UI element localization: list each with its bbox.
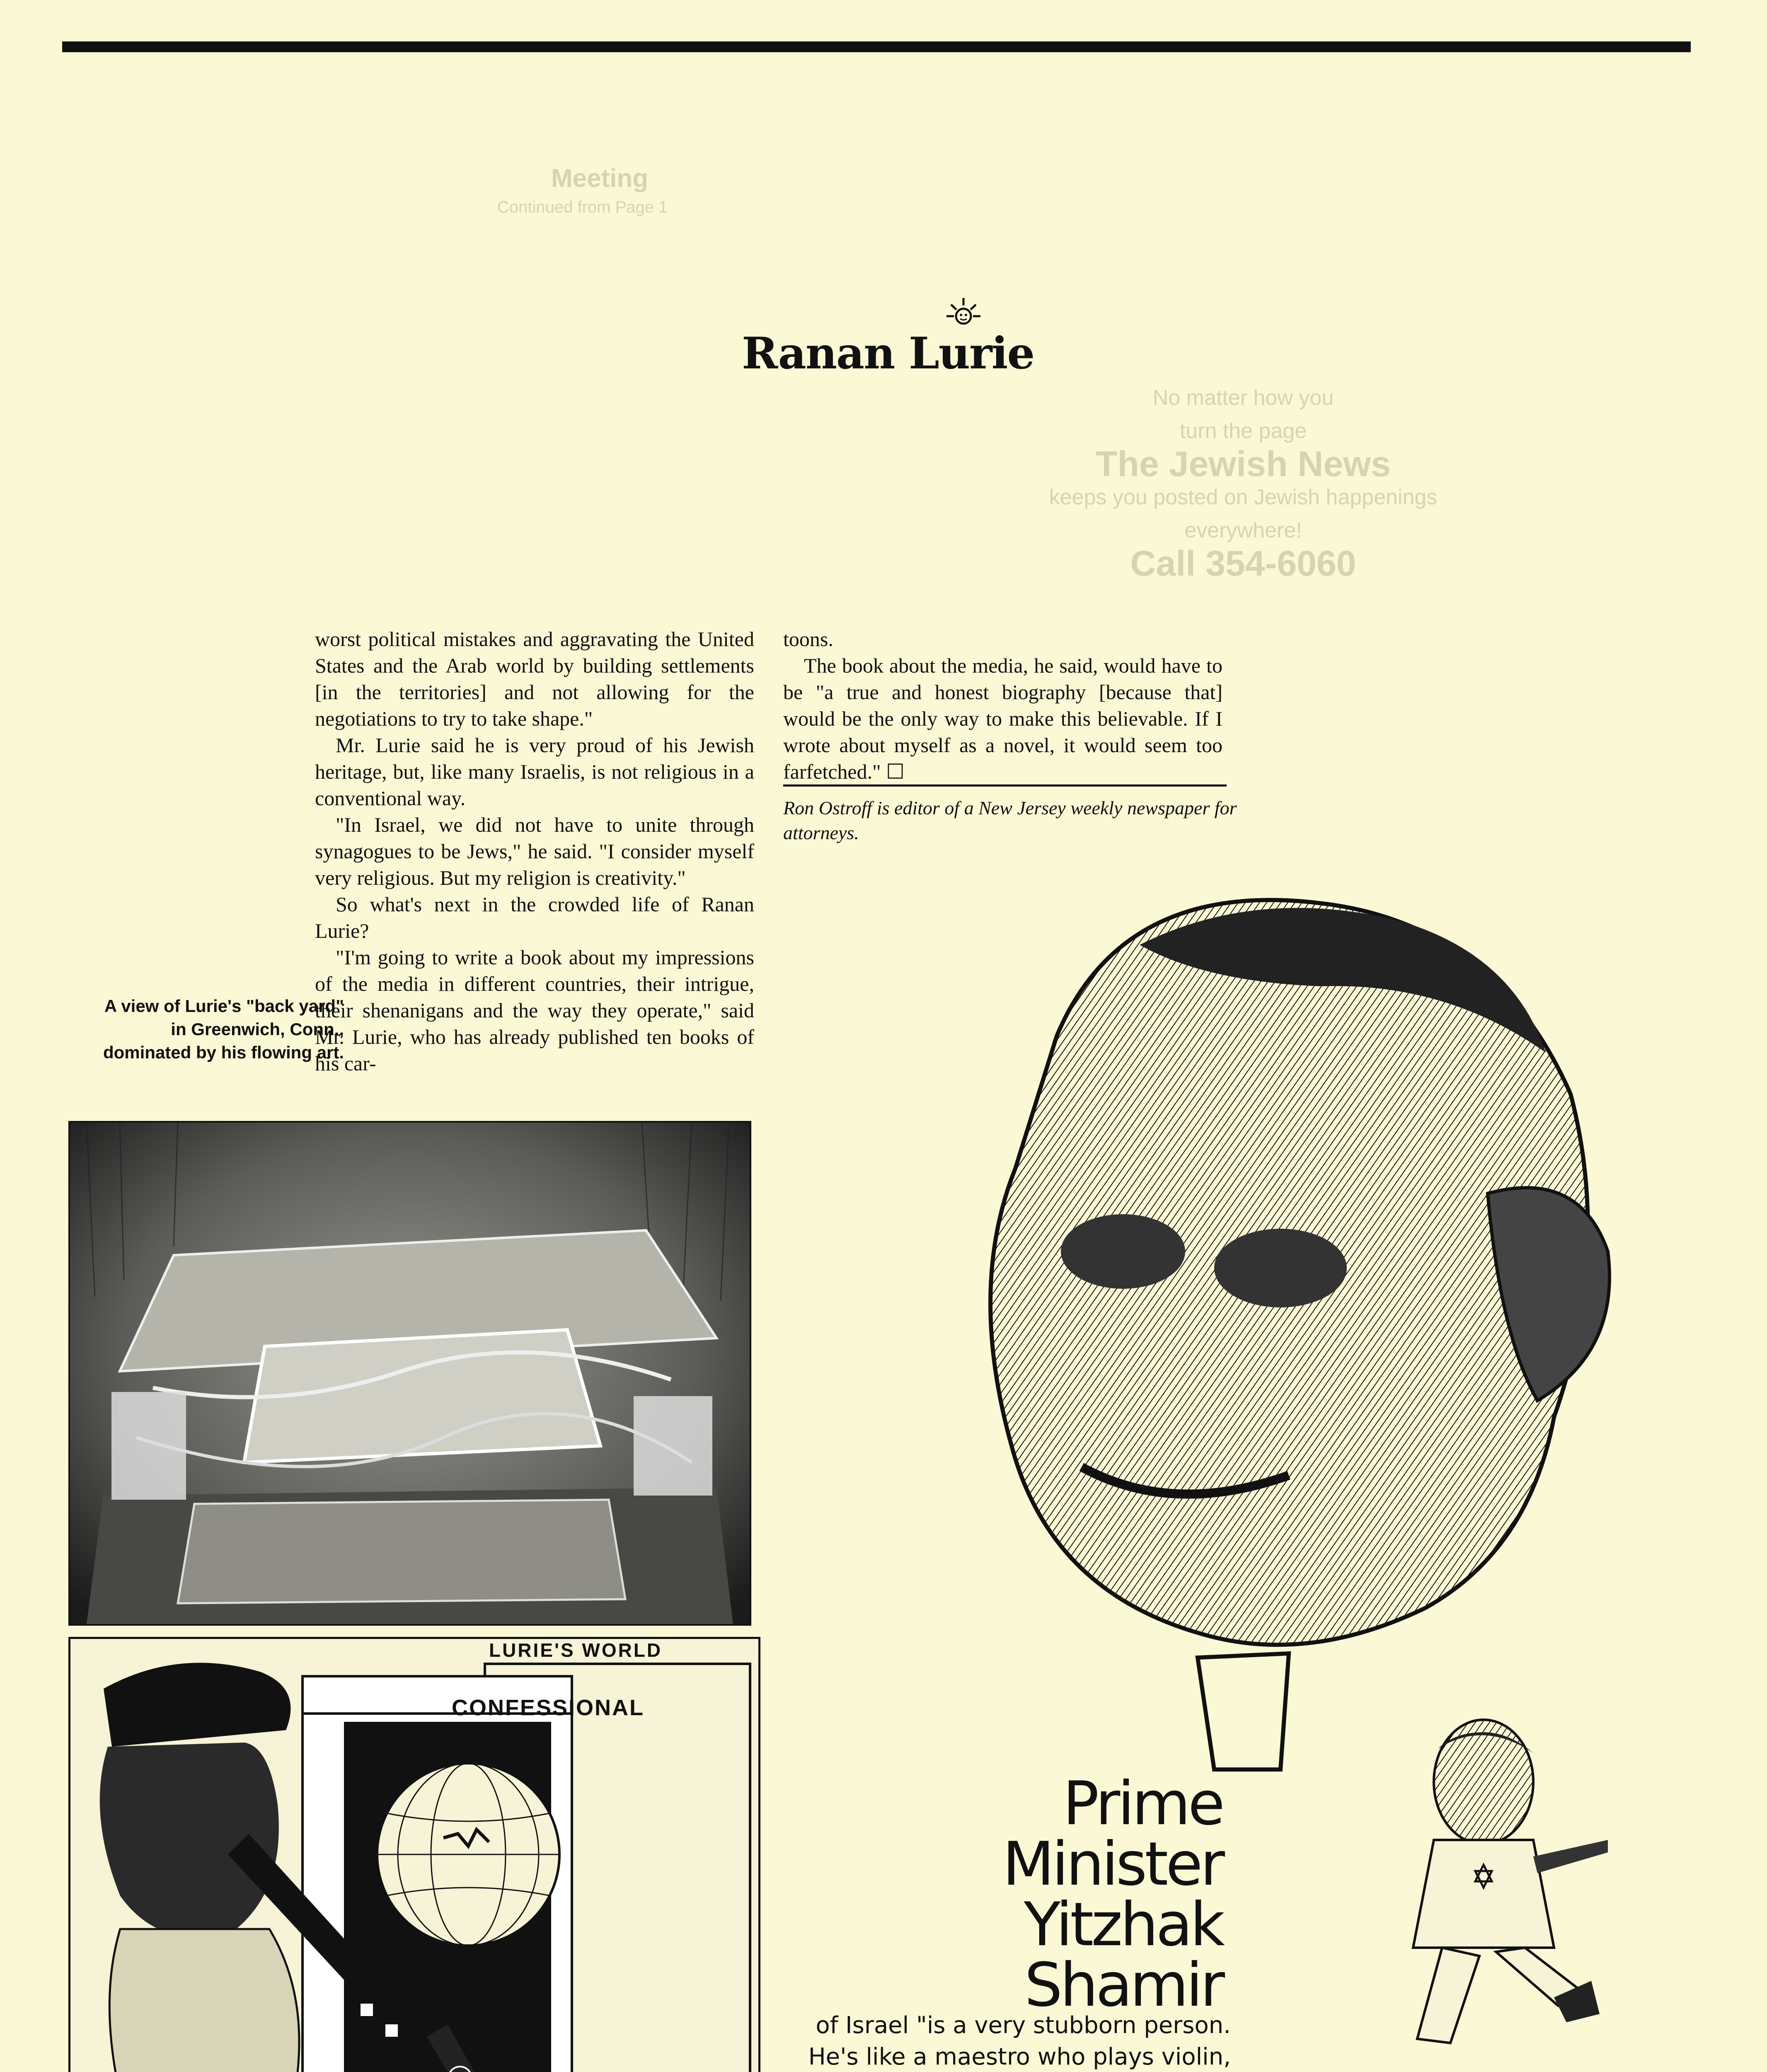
article-paragraph: "In Israel, we did not have to unite through synagogues to be Jews," he said. "I consider myself very religious. But my religion is creativity."	[315, 813, 754, 889]
backyard-photo	[68, 1121, 751, 1626]
backyard-photo-image	[70, 1123, 750, 1624]
article-paragraph: worst political mistakes and aggravating the United States and the Arab world by building settlements [in the territories] and not allowing for the negotiations to try to take shape."	[315, 627, 754, 730]
bleed-ad-line: everywhere!	[1184, 518, 1302, 542]
bleed-ad-line: No matter how you	[1152, 386, 1334, 410]
article-headline: Ranan Lurie	[742, 327, 1034, 379]
pm-title-line: Shamir	[1024, 1950, 1222, 2020]
byline-divider	[783, 784, 1227, 787]
photo-caption: A view of Lurie's "back yard" in Greenwich, Conn., dominated by his flowing art.	[103, 996, 344, 1062]
bleed-ad-line: Call 354-6060	[1130, 544, 1356, 583]
bleed-ad-line: turn the page	[1179, 419, 1307, 443]
editorial-cartoon	[68, 1637, 760, 2072]
article-paragraph: toons.	[783, 627, 833, 651]
pm-quote: of Israel "is a very stubborn person. He's like a maestro who plays violin,	[808, 2012, 1231, 2070]
pm-title	[912, 1769, 1222, 2020]
shamir-caricature	[908, 879, 1641, 1790]
pm-title-line: Minister	[1002, 1829, 1222, 1899]
shamir-violinist-caricature	[1359, 1716, 1616, 2047]
article-paragraph: Mr. Lurie said he is very proud of his Jewish heritage, but, like many Israelis, is not religious in a conventional way.	[315, 733, 754, 810]
article-column-right	[783, 626, 1222, 785]
bleed-through-sub: Continued from Page 1	[497, 198, 668, 216]
cartoon-booth-sign: CONFESSIONAL	[452, 1695, 645, 1720]
pm-title-line: Yitzhak	[1024, 1890, 1222, 1960]
cartoon-drawing	[70, 1639, 758, 2072]
author-byline: Ron Ostroff is editor of a New Jersey weekly newspaper for attorneys.	[783, 797, 1237, 843]
article-column-left	[315, 626, 754, 1077]
article-paragraph: So what's next in the crowded life of Ranan Lurie?	[315, 893, 754, 942]
bleed-ad-line: The Jewish News	[1095, 444, 1391, 484]
cartoon-series-title: LURIE'S WORLD	[489, 1639, 663, 1661]
bleed-through-ad	[1015, 381, 1471, 583]
bleed-ad-line: keeps you posted on Jewish happenings	[1049, 485, 1438, 509]
top-rule	[62, 41, 1691, 52]
article-paragraph: The book about the media, he said, would have to be "a true and honest biography [because that] would be the only way to make this believable. If I wrote about myself as a novel, it would seem too farfetched." ☐	[783, 654, 1222, 783]
pm-title-line: Prime	[1063, 1769, 1222, 1839]
article-paragraph: "I'm going to write a book about my impressions of the media in different countries, their intrigue, their shenanigans and the way they operate," said Mr. Lurie, who has already published ten books of his car-	[315, 946, 754, 1075]
bleed-through-heading: Meeting	[551, 164, 649, 193]
